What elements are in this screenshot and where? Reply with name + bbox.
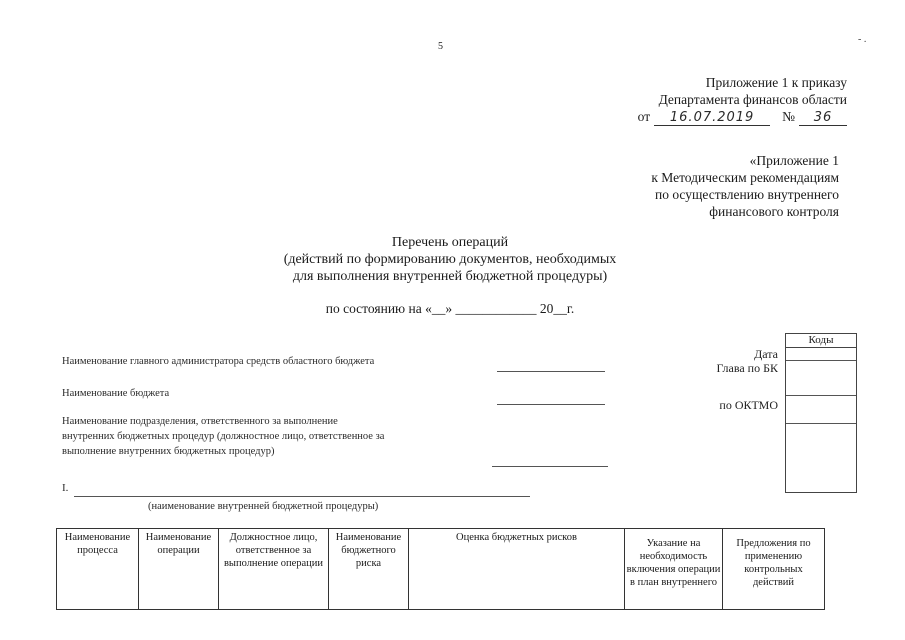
order-date: 16.07.2019 (654, 110, 770, 126)
operations-table (56, 528, 825, 610)
code-chapter-label: Глава по БК (716, 361, 778, 375)
code-oktmo-label: по ОКТМО (719, 398, 778, 412)
code-chapter-cell (786, 361, 856, 396)
appendix-reference (651, 152, 839, 220)
division-label (62, 414, 384, 459)
division-underline (492, 466, 608, 467)
admin-label: Наименование главного администратора средств областного бюджета (62, 356, 375, 367)
codes-header: Коды (786, 334, 856, 348)
order-number-label: № (782, 109, 795, 124)
budget-underline (497, 404, 605, 405)
division-line-3: выполнение внутренних бюджетных процедур) (62, 446, 275, 457)
status-date-line: по состоянию на «__» ____________ 20__г. (325, 301, 575, 316)
appendix-line-4: финансового контроля (709, 204, 839, 219)
admin-underline (497, 371, 605, 372)
table-header-cell: Должностное лицо, ответственное за выполнение операции (219, 529, 329, 610)
budget-label: Наименование бюджета (62, 388, 170, 399)
title-line-1: Перечень операций (391, 235, 509, 250)
order-line-1: Приложение 1 к приказу (705, 75, 847, 90)
document-title (200, 234, 700, 285)
table-header-cell: Оценка бюджетных рисков (409, 529, 625, 610)
procedure-underline (74, 496, 530, 497)
table-header-cell: Наименование бюджетного риска (329, 529, 409, 610)
order-from-label: от (637, 109, 651, 124)
corner-mark: - . (858, 34, 867, 45)
code-blank-cell (786, 396, 856, 424)
order-reference (638, 74, 847, 126)
appendix-line-3: по осуществлению внутреннего (655, 187, 839, 202)
table-header-cell: Наименование процесса (57, 529, 139, 610)
order-number: 36 (799, 110, 847, 126)
appendix-line-1: «Приложение 1 (749, 153, 839, 168)
appendix-line-2: к Методическим рекомендациям (651, 170, 839, 185)
code-date-cell (786, 348, 856, 361)
title-line-3: для выполнения внутренней бюджетной процедуры) (292, 269, 608, 284)
codes-box (785, 333, 857, 493)
code-oktmo-cell (786, 424, 856, 494)
page-number: 5 (438, 41, 443, 52)
division-line-2: внутренних бюджетных процедур (должностное лицо, ответственное за (62, 431, 385, 442)
procedure-caption: (наименование внутренней бюджетной процедуры) (148, 501, 379, 512)
title-line-2: (действий по формированию документов, необходимых (283, 252, 617, 267)
table-header-cell: Наименование операции (139, 529, 219, 610)
order-line-2: Департамента финансов области (658, 92, 847, 107)
roman-numeral: I. (62, 482, 69, 494)
table-header-cell: Предложения по применению контрольных действий (723, 529, 825, 610)
table-header-row (57, 529, 825, 610)
code-date-label: Дата (754, 347, 778, 361)
table-header-cell: Указание на необходимость включения операции в план внутреннего (625, 529, 723, 610)
division-line-1: Наименование подразделения, ответственного за выполнение (62, 416, 338, 427)
order-date-line (638, 108, 847, 126)
